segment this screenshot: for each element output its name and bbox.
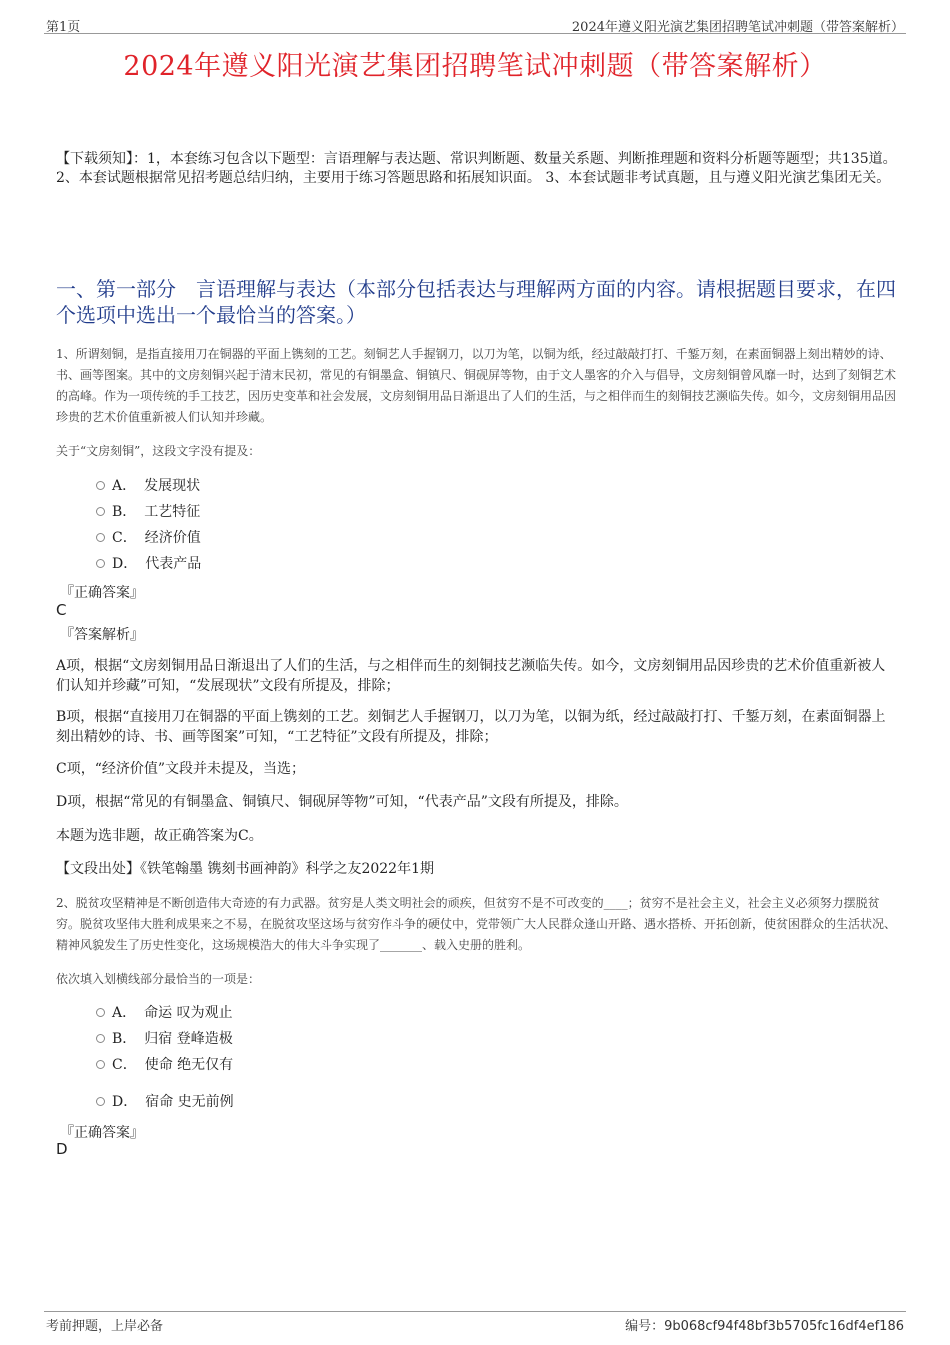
- q1-analysis-label: 『答案解析』: [60, 627, 144, 643]
- q1-option-b[interactable]: B． 工艺特征: [96, 502, 200, 522]
- q1-analysis-c: C项，“经济价值”文段并未提及，当选；: [56, 761, 306, 777]
- header-doc-title: 2024年遵义阳光演艺集团招聘笔试冲刺题（带答案解析）: [571, 20, 904, 35]
- q1-passage: 1、所谓刻铜，是指直接用刀在铜器的平面上镌刻的工艺。刻铜艺人手握钢刀，以刀为笔，以铜为纸，经过敲敲打打、千錾万刻，在素面铜器上刻出精妙的诗、书、画等图案。其中的文房刻铜兴起于清末民初，常见的有铜墨盒、铜镇尺、铜砚屏等物，由于文人墨客的介入与倡导，文房刻铜曾风靡一时，达到了刻铜艺术的高峰。作为一项传统的手工技艺，因历史变革和社会发展，文房刻铜用品日渐退出了人们的生活，与之相伴而生的刻铜技艺濒临失传。如今，文房刻铜用品因珍贵的艺术价值重新被人们认知并珍藏。: [56, 347, 897, 424]
- radio-icon[interactable]: [96, 1097, 105, 1106]
- q1-analysis-d: D项，根据“常见的有铜墨盒、铜镇尺、铜砚屏等物”可知，“代表产品”文段有所提及，排除。: [56, 794, 628, 810]
- footer-code: [625, 1315, 904, 1334]
- q2-option-a[interactable]: A． 命运 叹为观止: [96, 1003, 233, 1023]
- download-notice: 【下载须知】：1，本套练习包含以下题型：言语理解与表达题、常识判断题、数量关系题、判断推理题和资料分析题等题型；共135道。 2、本套试题根据常见招考题总结归纳，主要用于练习答题思路和拓展知识面。 3、本套试题非考试真题，且与遵义阳光演艺集团无关。: [56, 151, 897, 186]
- q1-analysis-b: B项，根据“直接用刀在铜器的平面上镌刻的工艺。刻铜艺人手握钢刀，以刀为笔，以铜为纸，经过敲敲打打、千錾万刻，在素面铜器上刻出精妙的诗、书、画等图案”可知，“工艺特征”文段有所提及，排除；: [56, 709, 886, 745]
- page-footer: [44, 1311, 906, 1334]
- footer-code-value: 9b068cf94f48bf3b5705fc16df4ef186: [664, 1319, 904, 1334]
- q1-answer-label: 『正确答案』: [60, 585, 144, 601]
- radio-icon[interactable]: [96, 507, 105, 516]
- page-title: 2024年遵义阳光演艺集团招聘笔试冲刺题（带答案解析）: [123, 51, 827, 82]
- q1-conclusion: 本题为选非题，故正确答案为C。: [56, 828, 263, 844]
- q1-answer: C: [56, 601, 67, 619]
- q1-option-a[interactable]: A． 发展现状: [96, 476, 200, 496]
- q1-analysis-a: A项，根据“文房刻铜用品日渐退出了人们的生活，与之相伴而生的刻铜技艺濒临失传。如今，文房刻铜用品因珍贵的艺术价值重新被人们认知并珍藏”可知，“发展现状”文段有所提及，排除；: [56, 658, 886, 694]
- q2-passage: 2、脱贫攻坚精神是不断创造伟大奇迹的有力武器。贫穷是人类文明社会的顽疾，但贫穷不是不可改变的____；贫穷不是社会主义，社会主义必须努力摆脱贫穷。脱贫攻坚伟大胜利成果来之不易，在脱贫攻坚这场与贫穷作斗争的硬仗中，党带领广大人民群众逢山开路、遇水搭桥、开拓创新，使贫困群众的生活状况、精神风貌发生了历史性变化，这场规模浩大的伟大斗争实现了_______、载入史册的胜利。: [56, 896, 897, 952]
- q2-option-b[interactable]: B． 归宿 登峰造极: [96, 1029, 233, 1049]
- radio-icon[interactable]: [96, 533, 105, 542]
- q2-answer-label: 『正确答案』: [60, 1125, 144, 1141]
- radio-icon[interactable]: [96, 481, 105, 490]
- q2-option-c[interactable]: C． 使命 绝无仅有: [96, 1055, 233, 1075]
- footer-code-label: 编号：: [625, 1319, 665, 1334]
- footer-slogan: 考前押题，上岸必备: [46, 1319, 164, 1334]
- radio-icon[interactable]: [96, 1008, 105, 1017]
- radio-icon[interactable]: [96, 1060, 105, 1069]
- q1-option-d[interactable]: D． 代表产品: [96, 554, 201, 574]
- q2-stem: 依次填入划横线部分最恰当的一项是：: [56, 972, 261, 986]
- page-number: 第1页: [46, 20, 81, 35]
- q1-option-c[interactable]: C． 经济价值: [96, 528, 201, 548]
- q2-answer: D: [56, 1140, 68, 1158]
- q1-stem: 关于“文房刻铜”，这段文字没有提及：: [56, 444, 261, 458]
- section-heading: 一、第一部分 言语理解与表达（本部分包括表达与理解两方面的内容。请根据题目要求，在四个选项中选出一个最恰当的答案。）: [56, 277, 896, 327]
- q1-source: 【文段出处】《铁笔翰墨 镌刻书画神韵》科学之友2022年1期: [56, 861, 434, 877]
- radio-icon[interactable]: [96, 1034, 105, 1043]
- q2-option-d[interactable]: D． 宿命 史无前例: [96, 1092, 234, 1112]
- page-header: [44, 14, 906, 34]
- radio-icon[interactable]: [96, 559, 105, 568]
